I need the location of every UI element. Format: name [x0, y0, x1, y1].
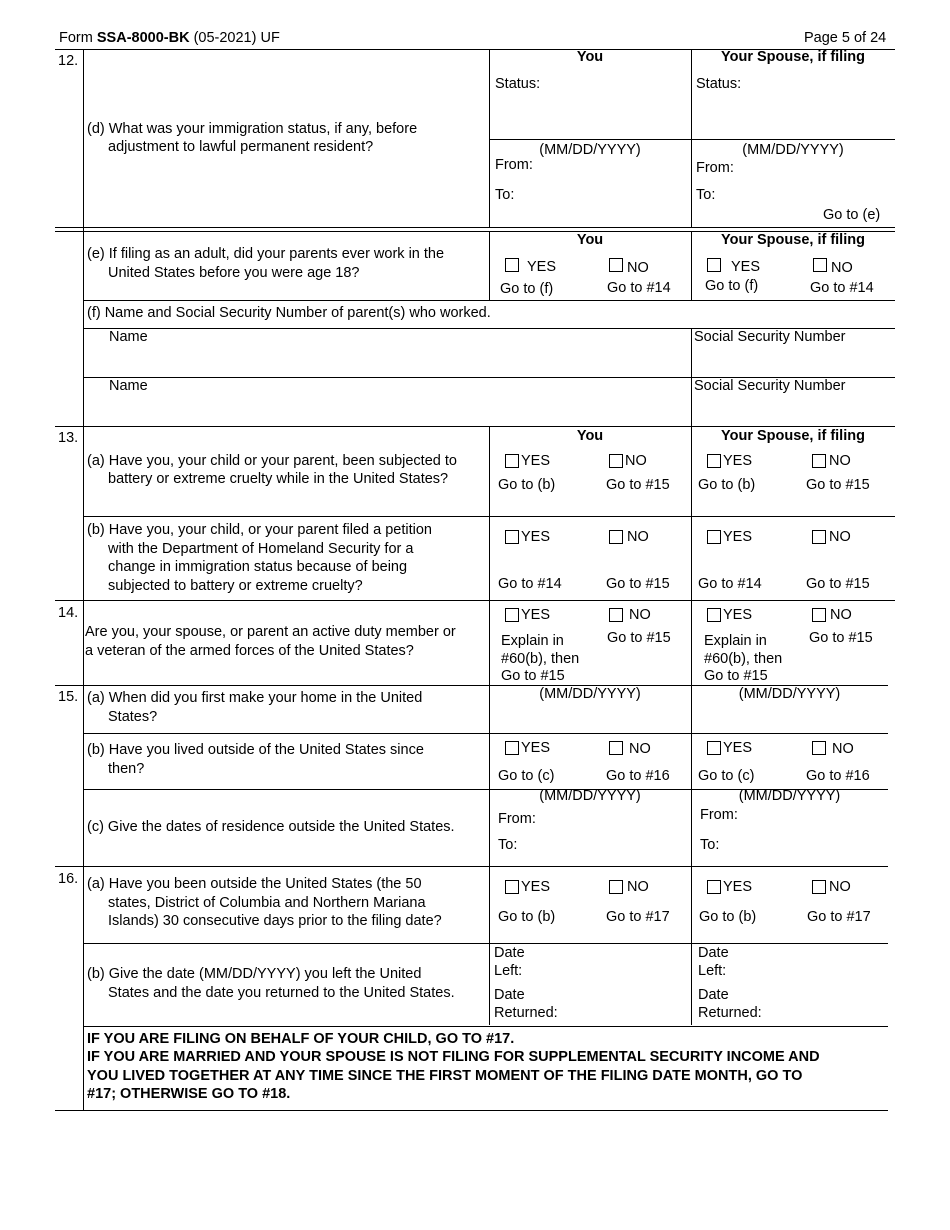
q12f-ssn-label-2: Social Security Number [694, 378, 846, 394]
instruction-line1: IF YOU ARE FILING ON BEHALF OF YOUR CHILD, GO TO #17. [87, 1031, 515, 1047]
q12e-you-header: You [576, 232, 604, 248]
q16a-spouse-yes-goto: Go to (b) [699, 909, 757, 925]
q16b-you-date-returned-2: Returned: [494, 1005, 558, 1021]
q16a-you-yes-goto: Go to (b) [498, 909, 556, 925]
q16b-you-date-left-2: Left: [494, 963, 523, 979]
q12e-you-no-goto: Go to #14 [607, 280, 671, 296]
q16a-you-no-goto: Go to #17 [606, 909, 670, 925]
q15b-you-yes-label: YES [521, 740, 551, 756]
q12-number: 12. [58, 53, 79, 69]
q13b-you-no-goto: Go to #15 [606, 576, 670, 592]
q12e-you-no-label: NO [627, 260, 649, 276]
q15-number: 15. [58, 689, 79, 705]
q16b-spouse-date-left-1: Date [698, 945, 729, 961]
q12d-you-status-label: Status: [495, 76, 541, 92]
q12f-name-label-1: Name [109, 329, 148, 345]
q13b-you-no-checkbox[interactable] [609, 530, 623, 544]
q12-spouse-header: Your Spouse, if filing [721, 49, 865, 65]
q12e-spouse-yes-label: YES [731, 259, 761, 275]
q15b-spouse-no-goto: Go to #16 [806, 768, 870, 784]
instruction-line2: IF YOU ARE MARRIED AND YOUR SPOUSE IS NOT FILING FOR SUPPLEMENTAL SECURITY INCOME AND [87, 1049, 820, 1065]
q13-number: 13. [58, 430, 79, 446]
q15b-you-yes-goto: Go to (c) [498, 768, 555, 784]
q15c-spouse-from-label: From: [700, 807, 738, 823]
q14-question-line1: Are you, your spouse, or parent an active duty member or [85, 624, 456, 640]
q16b-you-date-returned-1: Date [494, 987, 525, 1003]
q14-spouse-no-label: NO [830, 607, 852, 623]
q12e-spouse-yes-checkbox[interactable] [707, 258, 721, 272]
q15b-spouse-yes-label: YES [723, 740, 753, 756]
q13b-spouse-yes-goto: Go to #14 [698, 576, 762, 592]
q12d-spouse-status-label: Status: [696, 76, 742, 92]
instruction-line4: #17; OTHERWISE GO TO #18. [87, 1086, 291, 1102]
q15b-you-no-label: NO [629, 741, 651, 757]
q12e-you-no-checkbox[interactable] [609, 258, 623, 272]
q13a-spouse-yes-goto: Go to (b) [698, 477, 756, 493]
q15c-spouse-date-format: (MM/DD/YYYY) [738, 788, 841, 804]
q13a-you-yes-checkbox[interactable] [505, 454, 519, 468]
q13-you-header: You [576, 428, 604, 444]
q15a-question-line1: (a) When did you first make your home in the United [87, 690, 423, 706]
q12e-you-yes-goto: Go to (f) [500, 281, 554, 297]
q13b-question-line2: with the Department of Homeland Security for a [108, 541, 414, 557]
q12e-spouse-no-goto: Go to #14 [810, 280, 874, 296]
q16a-question-line3: Islands) 30 consecutive days prior to the filing date? [108, 913, 442, 929]
q12e-spouse-yes-goto: Go to (f) [705, 278, 759, 294]
page-number: Page 5 of 24 [804, 30, 887, 46]
q12d-you-to-label: To: [495, 187, 515, 203]
q13b-you-no-label: NO [627, 529, 649, 545]
q14-spouse-yes-explain-line2: #60(b), then [704, 651, 783, 667]
q16b-you-date-left-1: Date [494, 945, 525, 961]
q15b-you-no-goto: Go to #16 [606, 768, 670, 784]
q12e-you-yes-label: YES [527, 259, 557, 275]
q13a-you-no-label: NO [625, 453, 647, 469]
q13b-spouse-no-goto: Go to #15 [806, 576, 870, 592]
q14-you-yes-checkbox[interactable] [505, 608, 519, 622]
q13a-question-line2: battery or extreme cruelty while in the United States? [108, 471, 449, 487]
q15b-spouse-no-label: NO [832, 741, 854, 757]
q15b-you-yes-checkbox[interactable] [505, 741, 519, 755]
q16a-you-yes-label: YES [521, 879, 551, 895]
q13a-you-yes-goto: Go to (b) [498, 477, 556, 493]
q13b-question-line3: change in immigration status because of being [108, 559, 408, 575]
q14-spouse-yes-checkbox[interactable] [707, 608, 721, 622]
q13a-spouse-no-checkbox[interactable] [812, 454, 826, 468]
q15a-spouse-date-format: (MM/DD/YYYY) [738, 686, 841, 702]
q12d-goto: Go to (e) [823, 207, 881, 223]
q13a-question-line1: (a) Have you, your child or your parent, been subjected to [87, 453, 457, 469]
q15b-spouse-yes-checkbox[interactable] [707, 741, 721, 755]
q16a-spouse-no-label: NO [829, 879, 851, 895]
q12f-ssn-label-1: Social Security Number [694, 329, 846, 345]
q13b-you-yes-goto: Go to #14 [498, 576, 562, 592]
q14-you-no-goto: Go to #15 [607, 630, 671, 646]
q14-you-no-label: NO [629, 607, 651, 623]
form-id: Form SSA-8000-BK (05-2021) UF [59, 30, 280, 46]
q16b-spouse-date-returned-1: Date [698, 987, 729, 1003]
q15b-question-line1: (b) Have you lived outside of the United States since [87, 742, 424, 758]
q16a-spouse-no-checkbox[interactable] [812, 880, 826, 894]
q14-you-yes-explain-line1: Explain in [501, 633, 564, 649]
q15c-you-to-label: To: [498, 837, 518, 853]
q15b-question-line2: then? [108, 761, 145, 777]
q12d-you-from-label: From: [495, 157, 533, 173]
q14-spouse-yes-label: YES [723, 607, 753, 623]
q15c-question: (c) Give the dates of residence outside the United States. [87, 819, 455, 835]
q14-you-no-checkbox[interactable] [609, 608, 623, 622]
q16a-question-line2: states, District of Columbia and Northern Mariana [108, 895, 426, 911]
q15b-spouse-yes-goto: Go to (c) [698, 768, 755, 784]
instruction-line3: YOU LIVED TOGETHER AT ANY TIME SINCE THE FIRST MOMENT OF THE FILING DATE MONTH, GO TO [87, 1068, 803, 1084]
q14-question-line2: a veteran of the armed forces of the United States? [85, 643, 414, 659]
q12e-spouse-no-checkbox[interactable] [813, 258, 827, 272]
q14-spouse-no-checkbox[interactable] [812, 608, 826, 622]
q12e-question-line1: (e) If filing as an adult, did your parents ever work in the [87, 246, 445, 262]
q15c-you-date-format: (MM/DD/YYYY) [539, 788, 641, 804]
q15a-question-line2: States? [108, 709, 158, 725]
q14-number: 14. [58, 605, 79, 621]
q16b-question-line1: (b) Give the date (MM/DD/YYYY) you left the United [87, 966, 422, 982]
q12d-you-date-format: (MM/DD/YYYY) [539, 142, 641, 158]
q12d-question-line1: (d) What was your immigration status, if any, before [87, 121, 418, 137]
q15b-you-no-checkbox[interactable] [609, 741, 623, 755]
q14-spouse-yes-explain-line1: Explain in [704, 633, 767, 649]
q12f-question: (f) Name and Social Security Number of parent(s) who worked. [87, 305, 491, 321]
q16a-spouse-yes-checkbox[interactable] [707, 880, 721, 894]
q13b-spouse-yes-checkbox[interactable] [707, 530, 721, 544]
q16a-spouse-yes-label: YES [723, 879, 753, 895]
q13a-you-no-checkbox[interactable] [609, 454, 623, 468]
q15c-spouse-to-label: To: [700, 837, 720, 853]
q16a-question-line1: (a) Have you been outside the United States (the 50 [87, 876, 422, 892]
q13a-you-yes-label: YES [521, 453, 551, 469]
q12d-question-line2: adjustment to lawful permanent resident? [108, 139, 374, 155]
q13b-spouse-yes-label: YES [723, 529, 753, 545]
q14-spouse-yes-explain-line3: Go to #15 [704, 668, 768, 684]
q16b-spouse-date-left-2: Left: [698, 963, 727, 979]
q12e-you-yes-checkbox[interactable] [505, 258, 519, 272]
q13-spouse-header: Your Spouse, if filing [721, 428, 865, 444]
q12f-name-label-2: Name [109, 378, 148, 394]
q16a-you-yes-checkbox[interactable] [505, 880, 519, 894]
q16b-spouse-date-returned-2: Returned: [698, 1005, 762, 1021]
q15a-you-date-format: (MM/DD/YYYY) [539, 686, 641, 702]
q13a-you-no-goto: Go to #15 [606, 477, 670, 493]
q12d-spouse-date-format: (MM/DD/YYYY) [742, 142, 844, 158]
q14-you-yes-label: YES [521, 607, 551, 623]
q13a-spouse-yes-checkbox[interactable] [707, 454, 721, 468]
q13b-you-yes-checkbox[interactable] [505, 530, 519, 544]
q12e-spouse-header: Your Spouse, if filing [721, 232, 865, 248]
q12e-spouse-no-label: NO [831, 260, 853, 276]
q14-you-yes-explain-line2: #60(b), then [501, 651, 580, 667]
q15c-you-from-label: From: [498, 811, 536, 827]
q16a-spouse-no-goto: Go to #17 [807, 909, 871, 925]
q14-you-yes-explain-line3: Go to #15 [501, 668, 565, 684]
q12-you-header: You [576, 49, 604, 65]
q12d-spouse-from-label: From: [696, 160, 734, 176]
q13b-spouse-no-label: NO [829, 529, 851, 545]
q13a-spouse-yes-label: YES [723, 453, 753, 469]
q13b-spouse-no-checkbox[interactable] [812, 530, 826, 544]
q16a-you-no-label: NO [627, 879, 649, 895]
q13b-question-line4: subjected to battery or extreme cruelty? [108, 578, 363, 594]
q13a-spouse-no-goto: Go to #15 [806, 477, 870, 493]
q13b-question-line1: (b) Have you, your child, or your parent filed a petition [87, 522, 432, 538]
q13b-you-yes-label: YES [521, 529, 551, 545]
q12e-question-line2: United States before you were age 18? [108, 265, 360, 281]
q16-number: 16. [58, 871, 79, 887]
q16b-question-line2: States and the date you returned to the United States. [108, 985, 455, 1001]
q16a-you-no-checkbox[interactable] [609, 880, 623, 894]
q14-spouse-no-goto: Go to #15 [809, 630, 873, 646]
q12d-spouse-to-label: To: [696, 187, 716, 203]
q13a-spouse-no-label: NO [829, 453, 851, 469]
q15b-spouse-no-checkbox[interactable] [812, 741, 826, 755]
